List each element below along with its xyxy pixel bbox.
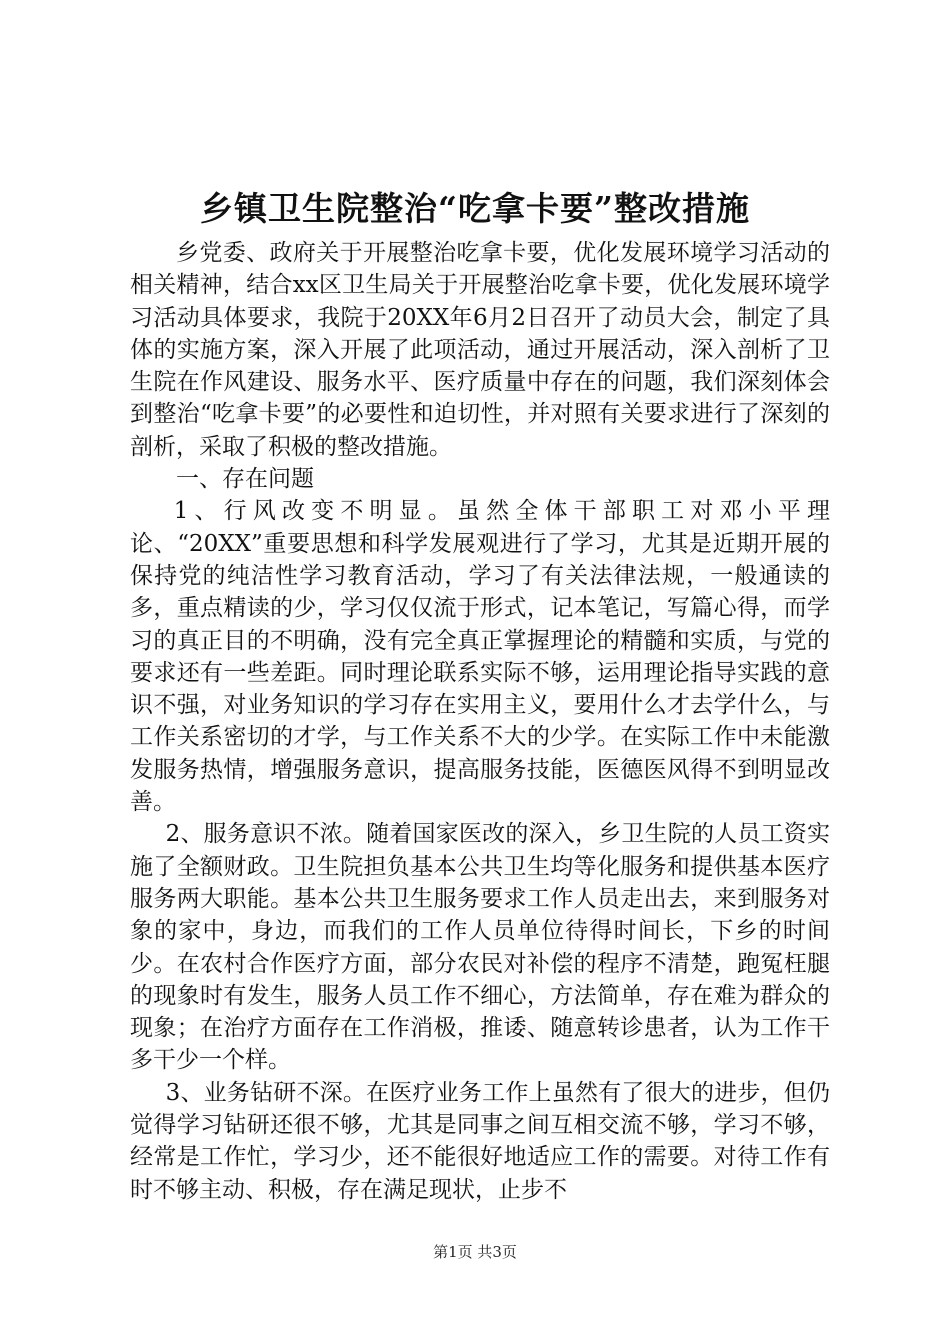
document-body bbox=[130, 237, 830, 1206]
paragraph-item-1: 1、行风改变不明显。虽然全体干部职工对邓小平理论、“20XX”重要思想和科学发展观进行了学习，尤其是近期开展的保持党的纯洁性学习教育活动，学习了有关法律法规，一般通读的多，重点精读的少，学习仅仅流于形式，记本笔记，写篇心得，而学习的真正目的不明确，没有完全真正掌握理论的精髓和实质，与党的要求还有一些差距。同时理论联系实际不够，运用理论指导实践的意识不强，对业务知识的学习存在实用主义，要用什么才去学什么，与工作关系密切的才学，与工作关系不大的少学。在实际工作中未能激发服务热情，增强服务意识，提高服务技能，医德医风得不到明显改善。 bbox=[130, 498, 830, 816]
paragraph-item-2: 2、服务意识不浓。随着国家医改的深入，乡卫生院的人员工资实施了全额财政。卫生院担负基本公共卫生均等化服务和提供基本医疗服务两大职能。基本公共卫生服务要求工作人员走出去，来到服务对象的家中，身边，而我们的工作人员单位待得时间长，下乡的时间少。在农村合作医疗方面，部分农民对补偿的程序不清楚，跑冤枉腿的现象时有发生，服务人员工作不细心，方法简单，存在难为群众的现象；在治疗方面存在工作消极，推诿、随意转诊患者，认为工作干多干少一个样。 bbox=[130, 821, 830, 1074]
paragraph-intro: 乡党委、政府关于开展整治吃拿卡要，优化发展环境学习活动的相关精神，结合xx区卫生局关于开展整治吃拿卡要，优化发展环境学习活动具体要求，我院于20XX年6月2日召开了动员大会，制定了具体的实施方案，深入开展了此项活动，通过开展活动，深入剖析了卫生院在作风建设、服务水平、医疗质量中存在的问题，我们深刻体会到整治“吃拿卡要”的必要性和迫切性，并对照有关要求进行了深刻的剖析，采取了积极的整改措施。 bbox=[130, 240, 830, 460]
section-heading-problems: 一、存在问题 bbox=[176, 466, 314, 493]
paragraph-item-3: 3、业务钻研不深。在医疗业务工作上虽然有了很大的进步，但仍觉得学习钻研还很不够，尤其是同事之间互相交流不够，学习不够，经常是工作忙，学习少，还不能很好地适应工作的需要。对待工作有时不够主动、积极，存在满足现状，止步不 bbox=[130, 1079, 830, 1203]
document-title: 乡镇卫生院整治“吃拿卡要”整改措施 bbox=[200, 189, 750, 228]
page-number: 第1页 共3页 bbox=[433, 1243, 517, 1261]
